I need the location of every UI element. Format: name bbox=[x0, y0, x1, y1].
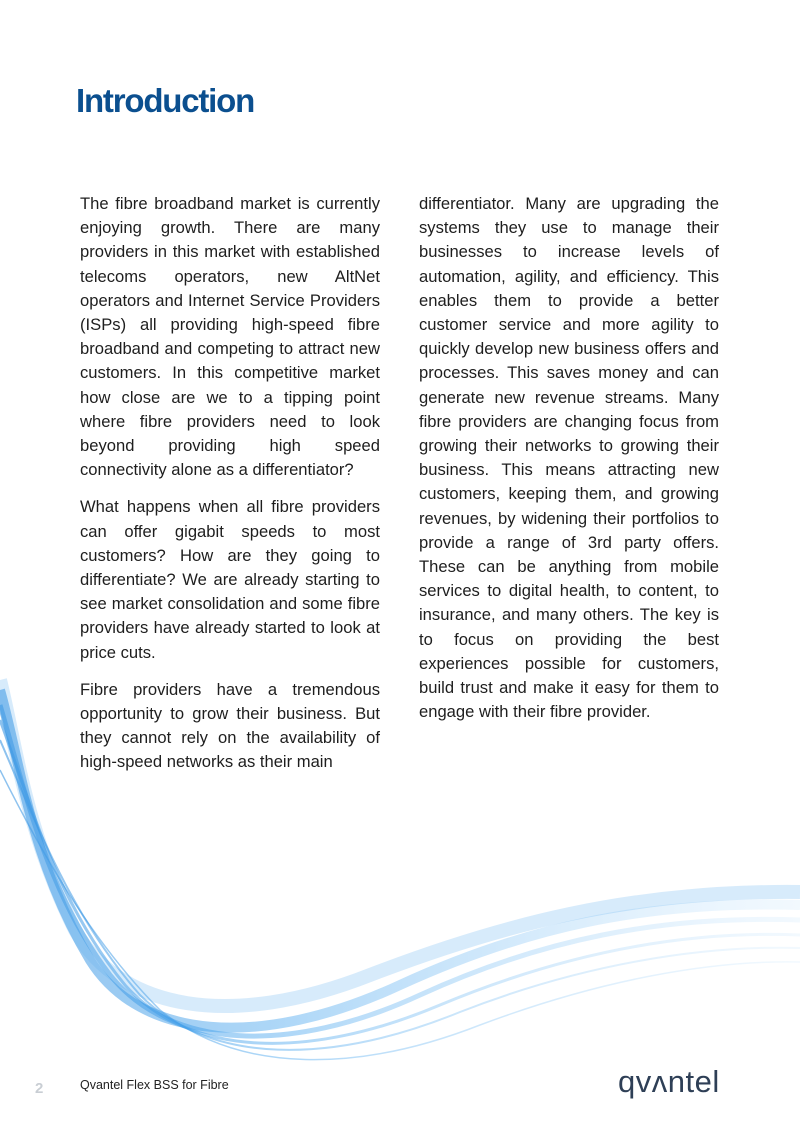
paragraph: What happens when all fibre providers can offer gigabit speeds to most customers? How are they going to differentiate? We are already starting to see market consolidation and some fibre providers have already started to look at price cuts. bbox=[80, 497, 380, 662]
left-text-column bbox=[80, 192, 380, 788]
footer-document-title: Qvantel Flex BSS for Fibre bbox=[80, 1078, 229, 1092]
paragraph: differentiator. Many are upgrading the systems they use to manage their businesses to increase levels of automation, agility, and efficiency. This enables them to provide a better customer service and more agility to quickly develop new business offers and processes. This saves money and can generate new revenue streams. Many fibre providers are changing focus from growing their networks to growing their business. This means attracting new customers, keeping them, and growing revenues, by widening their portfolios to provide a range of 3rd party offers. These can be anything from mobile services to digital health, to content, to insurance, and many others. The key is to focus on providing the best experiences possible for customers, build trust and make it easy for them to engage with their fibre provider. bbox=[419, 194, 719, 722]
page-number: 2 bbox=[35, 1080, 44, 1097]
page-title: Introduction bbox=[76, 82, 255, 119]
paragraph: Fibre providers have a tremendous opportunity to grow their business. But they cannot rely on the availability of high-speed networks as their main bbox=[80, 679, 380, 772]
qvantel-logo: qvʌntel bbox=[618, 1064, 720, 1099]
paragraph: The fibre broadband market is currently enjoying growth. There are many providers in this market with established telecoms operators, new AltNet operators and Internet Service Providers (ISPs) all providing high-speed fibre broadband and competing to attract new customers. In this competitive market how close are we to a tipping point where fibre providers need to look beyond providing high speed connectivity alone as a differentiator? bbox=[80, 194, 380, 480]
right-text-column bbox=[419, 192, 719, 737]
